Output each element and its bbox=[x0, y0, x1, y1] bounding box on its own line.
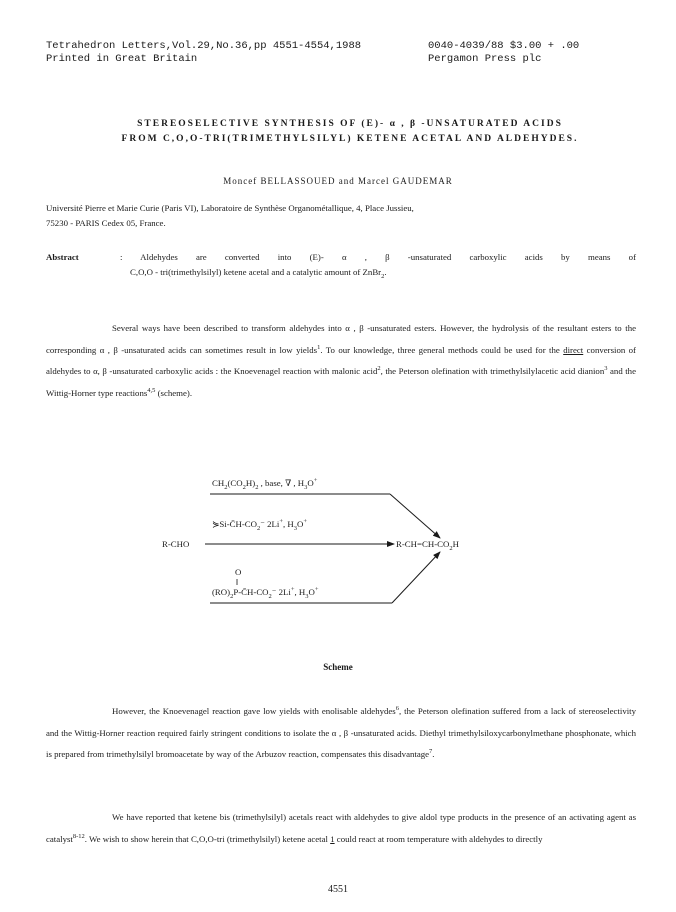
publisher: Pergamon Press plc bbox=[428, 53, 542, 65]
arrow-top-diagonal bbox=[390, 494, 440, 538]
printed-in: Printed in Great Britain bbox=[46, 53, 198, 65]
journal-citation: Tetrahedron Letters,Vol.29,No.36,pp 4551-4554,1988 bbox=[46, 40, 362, 52]
scheme-reactant: R-CHO bbox=[162, 539, 190, 549]
paragraph-3: We have reported that ketene bis (trimethylsilyl) acetals react with aldehydes to give aldol type products in the presence of an activating agent as catalyst$^{8-12}$. We wish to show herein that C,O,O-tri (trimethylsilyl) ketene acetal 1 could react at room temperature with aldehydes to directly bbox=[46, 812, 636, 844]
price-code: 0040-4039/88 $3.00 + .00 bbox=[428, 40, 580, 52]
compound-number: 1 bbox=[330, 833, 335, 844]
scheme-oxo: O bbox=[235, 567, 242, 577]
title-line-2: FROM C,O,O-TRI(TRIMETHYLSILYL) KETENE ACETAL AND ALDEHYDES. bbox=[121, 134, 579, 144]
underlined-word: direct bbox=[563, 344, 584, 355]
scheme-product: $R-CH=CH-CO_2H$ bbox=[396, 539, 459, 552]
scheme-arrows bbox=[0, 470, 676, 630]
affiliation-line-2: 75230 - PARIS Cedex 05, France. bbox=[46, 218, 166, 228]
affiliation-line-1: Université Pierre et Marie Curie (Paris VI), Laboratoire de Synthèse Organométallique, 4, Place Jussieu, bbox=[46, 203, 414, 213]
scheme-reagent-1: $CH_2(CO_2H)_2$ , base, ∇ , $H_3O^+$ bbox=[212, 477, 318, 491]
scheme-reagent-2: $⋟Si-C̄H-CO_2^-$ 2Li+, $H_3O^+$ bbox=[212, 518, 308, 532]
title-line-1: STEREOSELECTIVE SYNTHESIS OF (E)- α , β -UNSATURATED ACIDS bbox=[137, 119, 563, 129]
page-number: 4551 bbox=[328, 884, 348, 895]
scheme-double-bond: ‖ bbox=[236, 577, 239, 587]
abstract-line-1: : Aldehydes are converted into (E)- α , β -unsaturated carboxylic acids by means of bbox=[120, 252, 636, 262]
paragraph-1: Several ways have been described to transform aldehydes into α , β -unsaturated esters. However, the hydrolysis of the resultant esters to the corresponding α , β -unsaturated acids can sometimes result in low yields$^1$. To our knowledge, three general methods could be used for the direct conversion of aldehydes to α, β -unsaturated carboxylic acids : the Knoevenagel reaction with malonic acid$^2$, the Peterson olefination with trimethylsilylacetic acid dianion$^3$ and the Wittig-Horner type reactions$^{4,5}$ (scheme). bbox=[46, 323, 636, 398]
affiliation bbox=[46, 201, 636, 231]
abstract-line-2: C,O,O - tri(trimethylsilyl) ketene acetal and a catalytic amount of ZnBr$_2$. bbox=[130, 267, 387, 280]
scheme-reagent-3: $(RO)_2P-C̄H-CO_2^-$ 2Li+, $H_3O^+$ bbox=[212, 586, 319, 600]
arrow-bottom-diagonal bbox=[392, 552, 440, 603]
article-title bbox=[70, 117, 630, 147]
abstract bbox=[46, 250, 636, 280]
reaction-scheme bbox=[0, 470, 676, 630]
scheme-caption: Scheme bbox=[323, 662, 353, 672]
paragraph-2: However, the Knoevenagel reaction gave low yields with enolisable aldehydes$^6$, the Peterson olefination suffered from a lack of stereoselectivity and the Wittig-Horner reaction required fairly stringent conditions to isolate the α , β -unsaturated acids. Diethyl trimethylsiloxycarbonylmethane phosphonate, which is prepared from trimethylsilyl bromoacetate by way of the Arbuzov reaction, compensates this disadvantage$^7$. bbox=[46, 705, 636, 759]
authors: Moncef BELLASSOUED and Marcel GAUDEMAR bbox=[223, 176, 453, 186]
abstract-label: Abstract bbox=[46, 252, 79, 262]
